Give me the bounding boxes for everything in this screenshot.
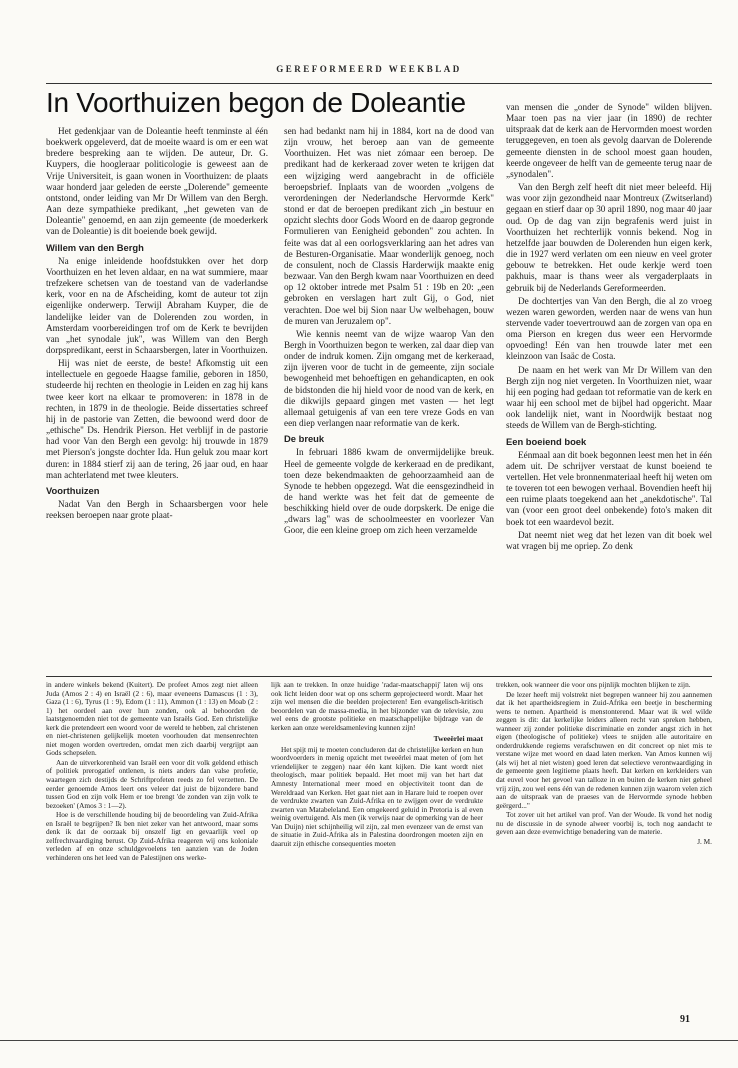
- paragraph: Het gedenkjaar van de Doleantie heeft tenminste al één boekwerk opgeleverd, dat de moeite waard is om er een wat bredere bespreking aan te wijden. De auteur, Dr. G. Kuypers, die hoogleraar politicologie is geweest aan de Vrije Universiteit, is gaan wonen in Voorthuizen: de plaats waar honderd jaar geleden de eerste „Dolerende" gemeente ontstond, onder leiding van Mr Dr Willem van den Bergh. Aan deze sympathieke predikant, „het geweten van de Doleantie" genoemd, en aan zijn gemeente (de moederkerk van de Doleantie) is dit boeiende boek gewijd.: [46, 126, 268, 237]
- page-number: 91: [680, 1014, 690, 1025]
- author-initials: J. M.: [697, 836, 712, 846]
- paragraph: Hoe is de verschillende houding bij de beoordeling van Zuid-Afrika en Israël te begrijpen? Ik ben niet zeker van het antwoord, maar soms denk ik dat de oorzaak bij onszelf ligt en gevaarlijk veel op zelfrechtvaardiging berust. Op Zuid-Afrika reageren wij ons koloniale verleden af en onze schuldgevoelens ten aanzien van de Joden verhinderen ons het leed van de Palestijnen ons werke-: [46, 810, 258, 862]
- masthead: GEREFORMEERD WEEKBLAD: [276, 64, 462, 74]
- continued-column-1: [46, 681, 258, 989]
- continued-column-2: [271, 681, 483, 989]
- paragraph: Het spijt mij te moeten concluderen dat de christelijke kerken en hun woordvoerders in menig opzicht met tweeërlei maat meten of (om het vriendelijker te zeggen) naar één kant kijken. Die kant wordt niet theologisch, maar politiek bepaald. Het moet mij van het hart dat Amnesty International meer moed en objectiviteit toont dan de Wereldraad van Kerken. Het gaat niet aan in Harare luid te roepen over de verdrukte zwarten van Zuid-Afrika en te zwijgen over de verdrukte zwarten van Matabeleland. Een omgekeerd geluid in Pretoria is al even weinig overtuigend. Als men (ik verwijs naar de opmerking van de heer Van Duijn) niet schijnheilig wil zijn, zal men evenzeer van de ernst van de situatie in Zuid-Afrika als in Palestina doordrongen moeten zijn en daaruit zijn ethische consequenties moeten: [271, 744, 483, 848]
- paragraph: In februari 1886 kwam de onvermijdelijke breuk. Heel de gemeente volgde de kerkeraad en de predikant, toen deze bekendmaakten de gehoorzaamheid aan de Synode te hebben opgezegd. Wat die eensgezindheid in de hand werkte was het feit dat de gemeente de beschikking hield over de oude dorpskerk. De enige die „dwars lag" was de schoolmeester en voorlezer Van Goor, die een kleine groep om zich heen verzamelde: [284, 447, 494, 536]
- paragraph: Aan de uitverkorenheid van Israël een voor dit volk geldend ethisch of politiek prerogatief ontlenen, is niets anders dan valse profetie, waartegen zich destijds de Schriftprofeten reeds zo fel verzetten. De eerder genoemde Amos leert ons veleer dat juist de bijzondere band tussen God en zijn volk Hem er toe brengt 'de zonden van zijn volk te bezoeken' (Amos 3 : 1—2).: [46, 757, 258, 810]
- top-rule: [46, 83, 712, 84]
- paragraph: Van den Bergh zelf heeft dit niet meer beleefd. Hij was voor zijn gezondheid naar Montreux (Zwitserland) gegaan en stierf daar op 30 april 1890, nog maar 40 jaar oud. Op de dag van zijn begrafenis werd juist in Voorthuizen het rechterlijk vonnis bekend. Nog in hetzelfde jaar bouwden de Dolerenden hun eigen kerk, die in 1927 werd verlaten om een nieuw en veel groter gebouw te betrekken. Het oude kerkje werd toen pakhuis, maar is thans weer als vergaderplaats in gebruik bij de Nederlands Gereformeerden.: [506, 182, 712, 293]
- continued-column-3: [496, 681, 712, 989]
- article-column-1: [46, 126, 268, 671]
- section-divider: [46, 676, 712, 677]
- paragraph: Nadat Van den Bergh in Schaarsbergen voor hele reeksen beroepen naar grote plaat-: [46, 499, 268, 521]
- paragraph: De dochtertjes van Van den Bergh, die al zo vroeg wezen waren geworden, werden naar de wens van hun stervende vader toevertrouwd aan de zorgen van opa en oma Pierson en kregen dus weer een Hervormde opvoeding! Eén van hen trouwde later met een kleinzoon van Isaäc de Costa.: [506, 295, 712, 362]
- section-heading: Tweeërlei maat: [433, 734, 483, 744]
- bottom-rule: [0, 1040, 738, 1041]
- section-heading: De breuk: [284, 433, 325, 445]
- section-heading: Willem van den Bergh: [46, 241, 144, 253]
- article-title: In Voorthuizen begon de Doleantie: [46, 87, 466, 118]
- paragraph: Hij was niet de eerste, de beste! Afkomstig uit een intellectuele en gegoede Haagse familie, geboren in 1850, studeerde hij rechten en theologie in Leiden en zag hij kans twee keer kort na elkaar te promoveren: in 1878 in de rechten, in 1879 in de theologie. Beide dissertaties schreef hij in de pastorie van Zetten, die bewoond werd door de „ethische" Ds. Hendrik Pierson. Het verblijf in de pastorie had voor Van den Bergh een gevolg: hij trouwde in 1879 met Pierson's jongste dochter Ida. Hun geluk zou maar kort duren: in 1884 stierf zij aan de tering, 26 jaar oud, en haar man achterlatend met twee kleuters.: [46, 358, 268, 480]
- paragraph: Tot zover uit het artikel van prof. Van der Woude. Ik vond het nodig nu de discussie in de synode alweer voorbij is, toch nog aandacht te geven aan deze evenwichtige benadering van de materie.: [496, 810, 712, 837]
- paragraph: lijk aan te trekken. In onze huidige 'radar-maatschappij' laten wij ons ook licht leiden door wat op ons scherm geprojecteerd wordt. Maar het zijn wel mensen die die beelden projecteren! Een evangelisch-kritisch beoordelen van de massa-media, in het bijzonder van de televisie, zou wel eens de grootste politieke en maatschappelijke bijdrage van de kerken aan onze wereldsamenleving kunnen zijn!: [271, 681, 483, 732]
- paragraph: trekken, ook wanneer die voor ons pijnlijk mochten blijken te zijn.: [496, 681, 691, 689]
- paragraph: van mensen die „onder de Synode" wilden blijven. Maar toen pas na vier jaar (in 1890) de rechter uitspraak dat de kerk aan de Hervormden moest worden teruggegeven, en toen als gevolg daarvan de Dolerende gemeente diensten in de school moest gaan houden, keerde ongeveer de helft van de gemeente terug naar de „synodalen".: [506, 102, 712, 179]
- article-column-2: [284, 126, 494, 671]
- paragraph: in andere winkels bekend (Kuitert). De profeet Amos zegt niet alleen Juda (Amos 2 : 4) en Israël (2 : 6), maar eveneens Damascus (1 : 3), Gaza (1 : 6), Tyrus (1 : 9), Edom (1 : 11), Ammon (1 : 13) en Moab (2 : 1) het oordeel aan over hun zonden, ook al behoorden de laatstgenoemden niet tot de gemeente van Israëls God. Een christelijke kerk die pretendeert een woord voor de wereld te hebben, zal christenen en niet-christenen gelijkelijk moeten voorhouden dat mensenrechten niet mogen worden overtreden, omdat men zich daarbij vergrijpt aan Gods schepselen.: [46, 681, 258, 758]
- paragraph: Na enige inleidende hoofdstukken over het dorp Voorthuizen en het leven aldaar, en na wat summiere, maar trefzekere schetsen van de toestand van de vaderlandse kerk, voor en na de Afscheiding, komt de auteur tot zijn eigenlijke onderwerp. Terwijl Abraham Kuyper, die de landelijke leider van de Dolerenden zou worden, in Amsterdam voorbereidingen trof om de Kerk te bevrijden van „het synodale juk", was Willem van den Bergh dorpspredikant, eerst in Schaarsbergen, later in Voorthuizen.: [46, 255, 268, 355]
- paragraph: De naam en het werk van Mr Dr Willem van den Bergh zijn nog niet vergeten. In Voorthuizen niet, waar hij een poging had gedaan tot reformatie van de kerk en waar hij een school met de bijbel had opgericht. Maar ook landelijk niet, want in Noordwijk bestaat nog steeds de Willem van de Bergh-stichting.: [506, 364, 712, 431]
- paragraph: De lezer heeft mij volstrekt niet begrepen wanneer hij zou aannemen dat ik het apartheidsregiem in Zuid-Afrika een beetje in bescherming wens te nemen. Apartheid is menstonterend. Maar wat ik wel wilde zeggen is dit: dat kerkelijke leiders alleen recht van spreken hebben, wanneer zij zonder politieke discriminatie en zonder angst zich in het eigen (theologische of politieke) vlees te snijden alle autoritaire en onderdrukkende regiems verafschuwen en dit concreet op niet mis te verstane wijze met woord en daad laten merken. Van Amos kunnen wij (als wij het al niet wisten) goed leren dat selectieve verontwaardiging in de gemeente geen legitieme plaats heeft. Dat kerken en kerkleiders van dat euvel voor het gevoel van talloze in en buiten de kerken niet geheel vrij zijn, zou wel eens één van de redenen kunnen zijn waarom velen zich aan de uitspraak van de praeses van de Hervormde synode hebben geërgerd...": [496, 689, 712, 810]
- paragraph: Dat neemt niet weg dat het lezen van dit boek wel wat vragen bij me opriep. Zo denk: [506, 529, 712, 551]
- paragraph: Eénmaal aan dit boek begonnen leest men het in één adem uit. De schrijver verstaat de kunst boeiend te vertellen. Het vele bronnenmateriaal heeft hij weten om te toveren tot een bewogen verhaal. Bovendien heeft hij een ruime plaats toegekend aan het „anekdotische". Tal van (voor een groot deel onbekende) foto's maken dit boek tot een waardevol bezit.: [506, 449, 712, 527]
- section-heading: Voorthuizen: [46, 484, 100, 496]
- paragraph: Wie kennis neemt van de wijze waarop Van den Bergh in Voorthuizen begon te werken, zal daar diep van onder de indruk komen. Zijn omgang met de kerkeraad, zijn ijveren voor de tucht in de gemeente, zijn sociale bewogenheid met behoeftigen en gehandicapten, en ook de bidstonden die hij hield voor de nood van de kerk, en die dikwijls gepaard gingen met vasten — het legt allemaal getuigenis af van een tere vreze Gods en van een diep verlangen naar reformatie van de kerk.: [284, 328, 494, 429]
- section-heading: Een boeiend boek: [506, 435, 587, 447]
- article-column-3: [506, 102, 712, 671]
- paragraph: sen had bedankt nam hij in 1884, kort na de dood van zijn vrouw, het beroep aan van de gemeente Voorthuizen. Het was niet zómaar een beroep. De predikant had de kerkeraad zover weten te krijgen dat een wijziging werd aangebracht in de officiële beroepsbrief. Inplaats van de woorden „volgens de verordeningen der Nederlandsche Hervormde Kerk" stond er dat de beroepen predikant zich „in bestuur en opzicht slechts door Gods Woord en de daarop gegronde Formulieren van Eenigheid gebonden" zou achten. In feite was dat al een oorlogsverklaring aan het adres van de Besturen-Organisatie. Maar wonderlijk genoeg, noch de consulent, noch de Classis Harderwijk maakte enig bezwaar. Van den Bergh kwam naar Voorthuizen en deed op 12 oktober intrede met Psalm 51 : 19b en 20: „een gebroken en verslagen hart zult Gij, o God, niet verachten. Doe wel bij Sion naar Uw welbehagen, bouw de muren van Jeruzalem op".: [284, 126, 494, 326]
